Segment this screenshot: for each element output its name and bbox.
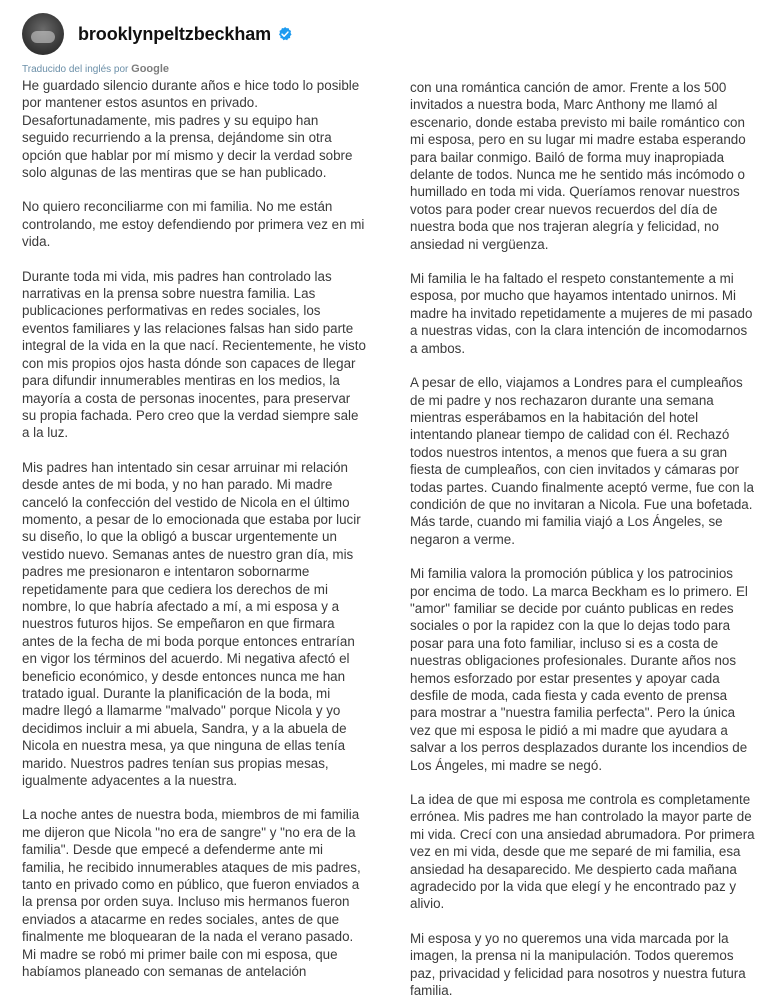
paragraph: No quiero reconciliarme con mi familia. No me están controlando, me estoy defendiendo por primera vez en mi vida. (22, 199, 365, 250)
paragraph: Mi familia le ha faltado el respeto constantemente a mi esposa, por mucho que hayamos intentado unirnos. Mi madre ha invitado repetidamente a mujeres de mi pasado a nuestras vidas, con la clara intención de incomodarnos a ambos. (410, 271, 753, 356)
avatar[interactable] (22, 13, 64, 55)
caption-left-column (22, 77, 367, 981)
paragraph: He guardado silencio durante años e hice todo lo posible por mantener estos asuntos en privado. Desafortunadamente, mis padres y su equipo han seguido recurriendo a la prensa, dejándome sin otra opción que hablar por mí mismo y decir la verdad sobre solo algunas de las mentiras que se han publicado. (22, 78, 360, 181)
username[interactable]: brooklynpeltzbeckham (78, 23, 272, 44)
verified-badge-icon (277, 26, 293, 42)
paragraph: La noche antes de nuestra boda, miembros de mi familia me dijeron que Nicola "no era de sangre" y "no era de la familia". Desde que empecé a defenderme ante mi familia, he recibido innumerables ataques de mis padres, tanto en privado como en público, que fueron enviados a la prensa por orden suya. Incluso mis hermanos fueron enviados a atacarme en redes sociales, antes de que finalmente me bloquearan de la nada el verano pasado. Mi madre se robó mi primer baile con mi esposa, que habíamos planeado con semanas de antelación (22, 807, 361, 980)
post-header (22, 12, 293, 56)
caption-right-column (410, 79, 755, 1000)
google-logo: Google (131, 63, 170, 75)
paragraph: Mi esposa y yo no queremos una vida marcada por la imagen, la prensa ni la manipulación. Todos queremos paz, privacidad y felicidad para nosotros y nuestra futura familia. (410, 930, 746, 999)
translation-label: Traducido del inglés por (22, 64, 129, 75)
paragraph: Durante toda mi vida, mis padres han controlado las narrativas en la prensa sobre nuestra familia. Las publicaciones performativas en redes sociales, los eventos familiares y las relaciones falsas han sido parte integral de la vida en la que nací. Recientemente, he visto con mis propios ojos hasta dónde son capaces de llegar para difundir innumerables mentiras en los medios, la mayoría a costa de personas inocentes, para preservar su propia fachada. Pero creo que la verdad siempre sale a la luz. (22, 268, 366, 441)
paragraph: Mis padres han intentado sin cesar arruinar mi relación desde antes de mi boda, y no han parado. Mi madre canceló la confección del vestido de Nicola en el último momento, a pesar de lo emocionada que estaba por lucir su diseño, lo que la obligó a buscar urgentemente un vestido nuevo. Semanas antes de nuestro gran día, mis padres me presionaron e intentaron sobornarme repetidamente para que cediera los derechos de mi nombre, lo que habría afectado a mí, a mi esposa y a nuestros futuros hijos. Se empeñaron en que firmara antes de la fecha de mi boda porque entonces entrarían en vigor los términos del acuerdo. Mi negativa afectó el beneficio económico, y desde entonces nunca me han tratado igual. Durante la planificación de la boda, mi madre llegó a llamarme "malvado" porque Nicola y yo decidimos incluir a mi abuela, Sandra, y a la abuela de Nicola en nuestra mesa, ya que ninguna de ellas tenía marido. Nuestros padres tenían sus propias mesas, igualmente adyacentes a la nuestra. (22, 459, 361, 789)
paragraph: A pesar de ello, viajamos a Londres para el cumpleaños de mi padre y nos rechazaron durante una semana mientras esperábamos en la habitación del hotel intentando planear tiempo de calidad con él. Rechazó todos nuestros intentos, a menos que fuera a su gran fiesta de cumpleaños, con cien invitados y cámaras por todas partes. Cuando finalmente aceptó verme, fue con la condición de que no invitaran a Nicola. Fue una bofetada. Más tarde, cuando mi familia viajó a Los Ángeles, se negaron a verme. (410, 375, 754, 547)
paragraph: La idea de que mi esposa me controla es completamente errónea. Mis padres me han controlado la mayor parte de mi vida. Crecí con una ansiedad abrumadora. Por primera vez en mi vida, desde que me separé de mi familia, esa ansiedad ha desaparecido. Me despierto cada mañana agradecido por la vida que elegí y he encontrado paz y alivio. (410, 792, 755, 912)
paragraph: con una romántica canción de amor. Frente a los 500 invitados a nuestra boda, Marc Anthony me llamó al escenario, donde estaba previsto mi baile romántico con mi esposa, pero en su lugar mi madre estaba esperando para bailar conmigo. Bailó de forma muy inapropiada delante de todos. Nunca me he sentido más incómodo o humillado en toda mi vida. Queríamos renovar nuestros votos para poder crear nuevos recuerdos del día de nuestra boda que nos trajeran alegría y felicidad, no ansiedad ni vergüenza. (410, 80, 746, 252)
translation-notice[interactable] (22, 63, 169, 75)
paragraph: Mi familia valora la promoción pública y los patrocinios por encima de todo. La marca Beckham es lo primero. El "amor" familiar se decide por cuánto publicas en redes sociales o por la rapidez con la que lo dejas todo para posar para una foto familiar, incluso si es a costa de nuestras obligaciones profesionales. Durante años nos hemos esforzado por estar presentes y apoyar cada desfile de moda, cada fiesta y cada evento de prensa para mostrar a "nuestra familia perfecta". Pero la única vez que mi esposa le pidió a mi madre que ayudara a salvar a los perros desplazados durante los incendios de Los Ángeles, mi madre se negó. (410, 566, 748, 773)
